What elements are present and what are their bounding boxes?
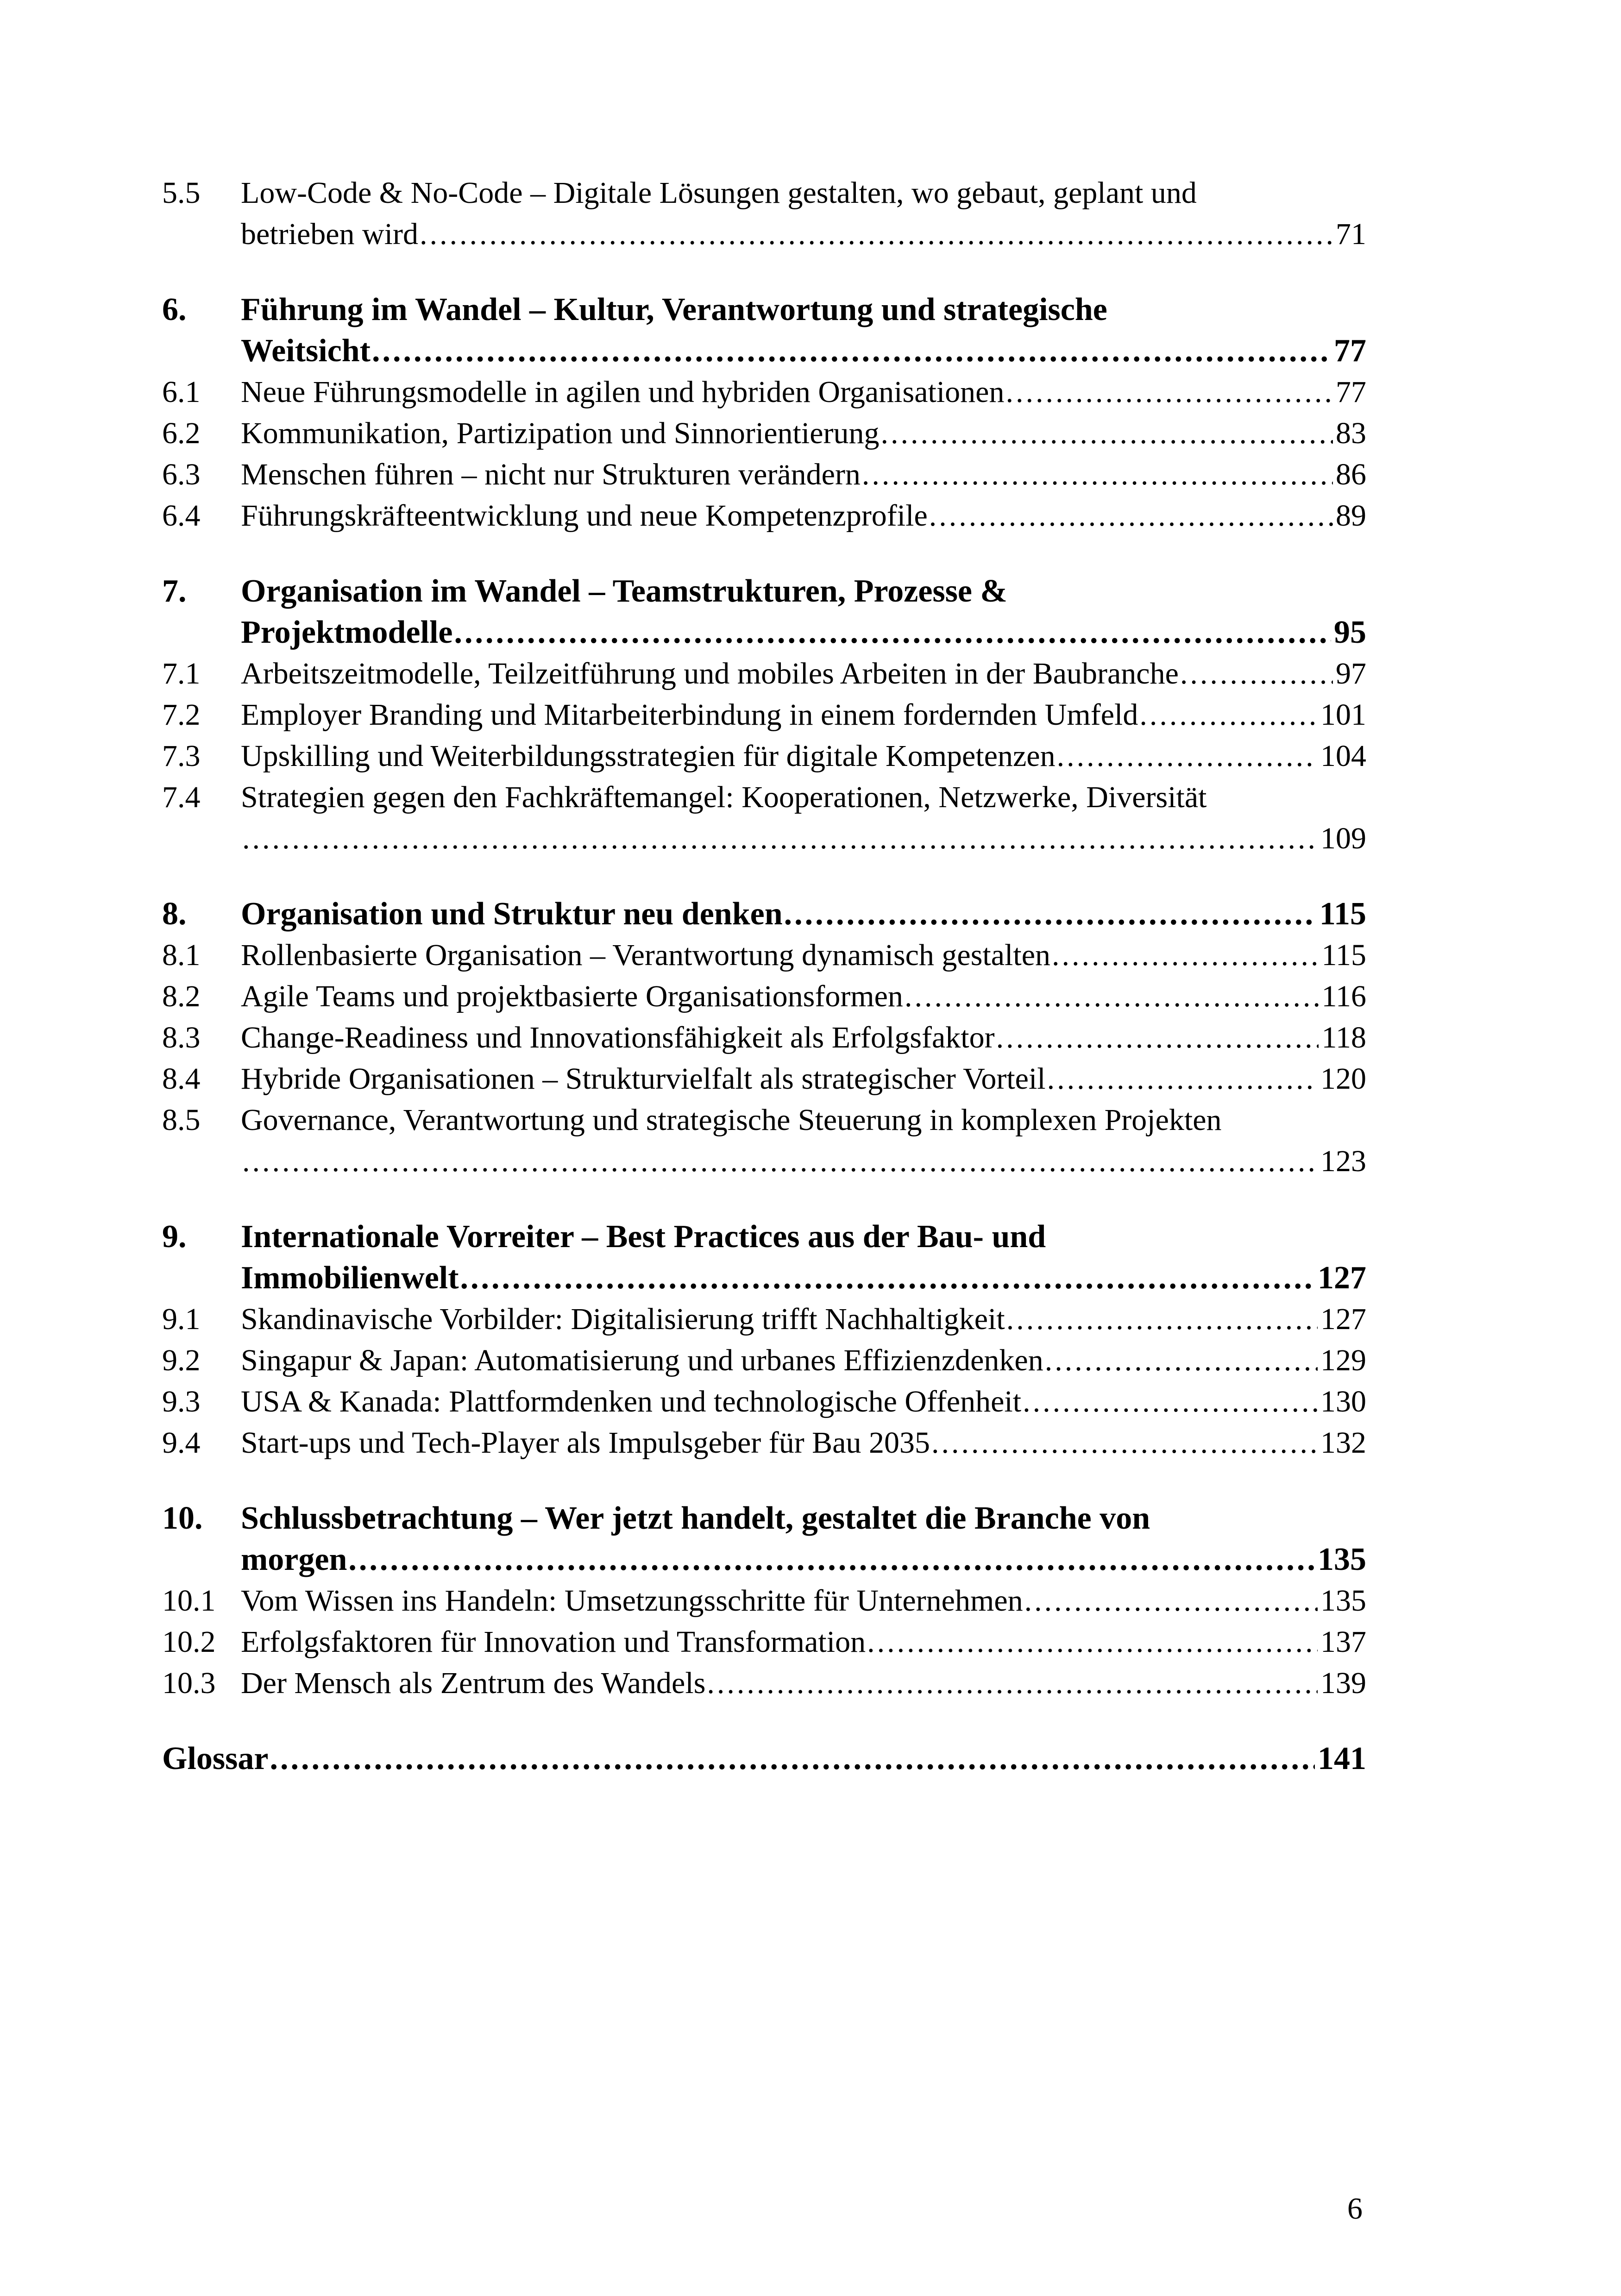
- toc-entry-text: Strategien gegen den Fachkräftemangel: Kooperationen, Netzwerke, Diversität: [241, 780, 1207, 814]
- toc-entry-page: 127: [1320, 1302, 1366, 1336]
- toc-section-entry: [162, 1580, 1366, 1621]
- toc-line: [162, 653, 1366, 694]
- dot-leader: [1045, 1340, 1318, 1381]
- toc-chapter-entry: [162, 1738, 1366, 1779]
- dot-leader: [1024, 1580, 1318, 1621]
- toc-entry-number: 9.2: [162, 1343, 201, 1377]
- toc-entry-page: 123: [1320, 1144, 1366, 1178]
- toc-entry-text: Skandinavische Vorbilder: Digitalisierung trifft Nachhaltigkeit: [241, 1302, 1005, 1336]
- dot-leader: [1052, 935, 1319, 976]
- dot-leader: [372, 330, 1331, 371]
- toc-section-entry: [162, 1058, 1366, 1099]
- dot-leader: [929, 495, 1333, 536]
- toc-line: [162, 1422, 1366, 1463]
- dot-leader: [881, 413, 1333, 454]
- toc-entry-number: 10.: [162, 1500, 203, 1536]
- toc-line: [162, 1141, 1366, 1182]
- toc-section-entry: [162, 1422, 1366, 1463]
- toc-chapter-entry: [162, 289, 1366, 371]
- toc-entry-number: 6.2: [162, 416, 201, 450]
- toc-entry-page: 83: [1336, 416, 1366, 450]
- dot-leader: [348, 1539, 1315, 1580]
- dot-leader: [1006, 1299, 1318, 1340]
- toc-chapter-entry: [162, 893, 1366, 935]
- toc-entry-page: 130: [1320, 1385, 1366, 1418]
- dot-leader: [242, 1141, 1318, 1182]
- toc-section-entry: [162, 1621, 1366, 1662]
- toc-line: [162, 1498, 1366, 1539]
- toc-section-entry: [162, 935, 1366, 976]
- toc-section-entry: [162, 371, 1366, 413]
- toc-entry-text: Internationale Vorreiter – Best Practices aus der Bau- und: [241, 1219, 1046, 1255]
- toc-line: [162, 213, 1366, 255]
- toc-line: [162, 1580, 1366, 1621]
- toc-section-entry: [162, 1017, 1366, 1058]
- toc-entry-text: Singapur & Japan: Automatisierung und urbanes Effizienzdenken: [241, 1343, 1043, 1377]
- toc-entry-page: 97: [1336, 657, 1366, 690]
- toc-entry-number: 7.3: [162, 739, 201, 773]
- toc-entry-number: 8.: [162, 896, 187, 932]
- toc-entry-number: 10.3: [162, 1666, 216, 1700]
- toc-entry-text: Start-ups und Tech-Player als Impulsgeber für Bau 2035: [241, 1426, 930, 1460]
- toc-entry-page: 137: [1320, 1625, 1366, 1659]
- dot-leader: [1180, 653, 1333, 694]
- toc-line: [162, 935, 1366, 976]
- dot-leader: [1005, 371, 1333, 413]
- toc-entry-text: Neue Führungsmodelle in agilen und hybriden Organisationen: [241, 375, 1005, 409]
- toc-entry-page: 77: [1334, 333, 1366, 369]
- toc-entry-number: 7.1: [162, 657, 201, 690]
- toc-entry-page: 135: [1318, 1542, 1366, 1577]
- toc-line: [162, 1381, 1366, 1422]
- dot-leader: [460, 1257, 1315, 1299]
- dot-leader: [1057, 735, 1318, 777]
- toc-entry-text: Employer Branding und Mitarbeiterbindung in einem fordernden Umfeld: [241, 698, 1138, 732]
- dot-leader: [707, 1662, 1318, 1704]
- toc-entry-number: 6.3: [162, 458, 201, 491]
- toc-line: [162, 818, 1366, 859]
- toc-entry-text: Der Mensch als Zentrum des Wandels: [241, 1666, 706, 1700]
- toc-section-entry: [162, 495, 1366, 536]
- toc-entry-page: 71: [1336, 217, 1366, 251]
- toc-entry-text: Glossar: [162, 1741, 269, 1776]
- dot-leader: [862, 454, 1333, 495]
- dot-leader: [270, 1738, 1315, 1779]
- toc-entry-page: 115: [1321, 938, 1366, 972]
- toc-line: [162, 1017, 1366, 1058]
- toc-entry-page: 118: [1321, 1021, 1366, 1054]
- toc-entry-number: 9.: [162, 1219, 187, 1255]
- toc-entry-text: USA & Kanada: Plattformdenken und technologische Offenheit: [241, 1385, 1022, 1418]
- toc-entry-page: 115: [1319, 896, 1366, 932]
- toc-line: [162, 1099, 1366, 1141]
- toc-entry-text: Low-Code & No-Code – Digitale Lösungen gestalten, wo gebaut, geplant und: [241, 176, 1197, 210]
- toc-entry-number: 9.3: [162, 1385, 201, 1418]
- toc-line: [162, 454, 1366, 495]
- toc-entry-text: Organisation und Struktur neu denken: [241, 896, 783, 932]
- toc-entry-text: Upskilling und Weiterbildungsstrategien für digitale Kompetenzen: [241, 739, 1056, 773]
- toc-section-entry: [162, 172, 1366, 255]
- toc-entry-page: 109: [1320, 822, 1366, 855]
- toc-entry-page: 132: [1320, 1426, 1366, 1460]
- toc-line: [162, 735, 1366, 777]
- toc-entry-page: 86: [1336, 458, 1366, 491]
- table-of-contents: [162, 172, 1366, 1779]
- toc-section-entry: [162, 976, 1366, 1017]
- dot-leader: [784, 893, 1317, 935]
- toc-section-entry: [162, 735, 1366, 777]
- toc-line: [162, 289, 1366, 330]
- toc-entry-text: betrieben wird: [241, 217, 419, 251]
- dot-leader: [1023, 1381, 1318, 1422]
- toc-section-entry: [162, 653, 1366, 694]
- toc-entry-number: 6.4: [162, 499, 201, 533]
- toc-line: [162, 1662, 1366, 1704]
- toc-line: [162, 413, 1366, 454]
- toc-entry-page: 116: [1321, 979, 1366, 1013]
- toc-line: [162, 1340, 1366, 1381]
- dot-leader: [420, 213, 1333, 255]
- toc-chapter-entry: [162, 571, 1366, 653]
- toc-entry-text: Weitsicht: [241, 333, 371, 369]
- toc-entry-page: 135: [1320, 1584, 1366, 1618]
- toc-entry-text: Projektmodelle: [241, 615, 453, 650]
- toc-entry-page: 120: [1320, 1062, 1366, 1096]
- toc-section-entry: [162, 1340, 1366, 1381]
- toc-line: [162, 612, 1366, 653]
- toc-entry-number: 8.3: [162, 1021, 201, 1054]
- toc-entry-text: Immobilienwelt: [241, 1260, 459, 1296]
- toc-entry-page: 127: [1318, 1260, 1366, 1296]
- dot-leader: [454, 612, 1331, 653]
- toc-entry-text: Kommunikation, Partizipation und Sinnorientierung: [241, 416, 880, 450]
- toc-entry-number: 8.2: [162, 979, 201, 1013]
- toc-entry-text: Agile Teams und projektbasierte Organisationsformen: [241, 979, 903, 1013]
- toc-entry-text: morgen: [241, 1542, 347, 1577]
- dot-leader: [867, 1621, 1318, 1662]
- toc-entry-number: 10.1: [162, 1584, 216, 1618]
- toc-line: [162, 777, 1366, 818]
- toc-entry-text: Rollenbasierte Organisation – Verantwortung dynamisch gestalten: [241, 938, 1051, 972]
- dot-leader: [1139, 694, 1318, 735]
- toc-entry-page: 101: [1320, 698, 1366, 732]
- toc-section-entry: [162, 454, 1366, 495]
- toc-entry-page: 129: [1320, 1343, 1366, 1377]
- toc-entry-number: 9.1: [162, 1302, 201, 1336]
- toc-entry-text: Arbeitszeitmodelle, Teilzeitführung und mobiles Arbeiten in der Baubranche: [241, 657, 1179, 690]
- dot-leader: [931, 1422, 1318, 1463]
- toc-entry-number: 8.4: [162, 1062, 201, 1096]
- toc-line: [162, 330, 1366, 371]
- toc-entry-text: Hybride Organisationen – Strukturvielfalt als strategischer Vorteil: [241, 1062, 1046, 1096]
- dot-leader: [1047, 1058, 1318, 1099]
- toc-section-entry: [162, 1662, 1366, 1704]
- toc-entry-text: Erfolgsfaktoren für Innovation und Transformation: [241, 1625, 866, 1659]
- toc-entry-text: Menschen führen – nicht nur Strukturen verändern: [241, 458, 861, 491]
- toc-line: [162, 1216, 1366, 1257]
- toc-line: [162, 1738, 1366, 1779]
- toc-entry-page: 77: [1336, 375, 1366, 409]
- toc-line: [162, 1621, 1366, 1662]
- toc-entry-number: 6.1: [162, 375, 201, 409]
- toc-line: [162, 1299, 1366, 1340]
- toc-entry-text: Change-Readiness und Innovationsfähigkeit als Erfolgsfaktor: [241, 1021, 995, 1054]
- toc-section-entry: [162, 777, 1366, 859]
- page-number: 6: [1347, 2192, 1363, 2226]
- toc-entry-number: 9.4: [162, 1426, 201, 1460]
- dot-leader: [242, 818, 1318, 859]
- toc-section-entry: [162, 694, 1366, 735]
- toc-section-entry: [162, 413, 1366, 454]
- toc-line: [162, 1539, 1366, 1580]
- toc-entry-number: 7.2: [162, 698, 201, 732]
- toc-entry-number: 8.5: [162, 1103, 201, 1137]
- dot-leader: [905, 976, 1319, 1017]
- toc-entry-page: 104: [1320, 739, 1366, 773]
- toc-entry-text: Führungskräfteentwicklung und neue Kompetenzprofile: [241, 499, 928, 533]
- toc-line: [162, 976, 1366, 1017]
- toc-line: [162, 893, 1366, 935]
- toc-entry-number: 5.5: [162, 176, 201, 210]
- toc-entry-number: 7.4: [162, 780, 201, 814]
- toc-line: [162, 371, 1366, 413]
- toc-entry-page: 139: [1320, 1666, 1366, 1700]
- toc-entry-page: 89: [1336, 499, 1366, 533]
- toc-entry-number: 10.2: [162, 1625, 216, 1659]
- toc-section-entry: [162, 1099, 1366, 1182]
- toc-entry-page: 95: [1334, 615, 1366, 650]
- toc-line: [162, 172, 1366, 213]
- toc-entry-text: Governance, Verantwortung und strategische Steuerung in komplexen Projekten: [241, 1103, 1222, 1137]
- toc-entry-text: Organisation im Wandel – Teamstrukturen, Prozesse &: [241, 573, 1007, 609]
- toc-entry-number: 6.: [162, 292, 187, 327]
- toc-entry-text: Führung im Wandel – Kultur, Verantwortung und strategische: [241, 292, 1107, 327]
- toc-section-entry: [162, 1299, 1366, 1340]
- toc-line: [162, 1058, 1366, 1099]
- toc-entry-number: 7.: [162, 573, 187, 609]
- toc-line: [162, 495, 1366, 536]
- toc-entry-page: 141: [1318, 1741, 1366, 1776]
- toc-line: [162, 694, 1366, 735]
- toc-chapter-entry: [162, 1216, 1366, 1299]
- toc-entry-text: Schlussbetrachtung – Wer jetzt handelt, gestaltet die Branche von: [241, 1500, 1150, 1536]
- toc-entry-number: 8.1: [162, 938, 201, 972]
- toc-chapter-entry: [162, 1498, 1366, 1580]
- toc-line: [162, 571, 1366, 612]
- toc-entry-text: Vom Wissen ins Handeln: Umsetzungsschritte für Unternehmen: [241, 1584, 1023, 1618]
- toc-section-entry: [162, 1381, 1366, 1422]
- dot-leader: [996, 1017, 1319, 1058]
- toc-line: [162, 1257, 1366, 1299]
